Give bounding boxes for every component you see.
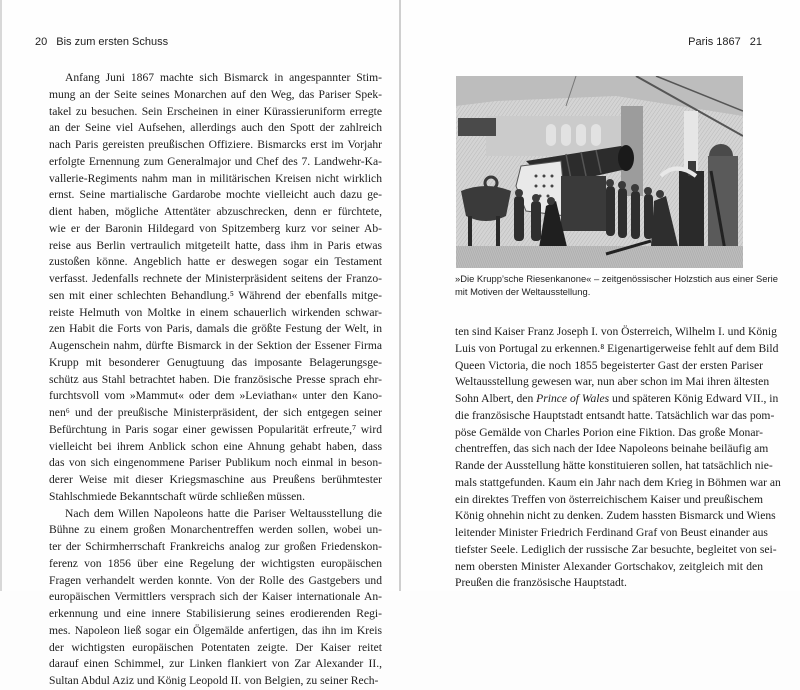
caption-line-1: »Die Krupp’sche Riesenkanone« – zeitgenössischer Holzstich aus einer Serie bbox=[455, 273, 778, 284]
text-line: ernst. Seine martialische Gardarobe mochte vielleicht auch dazu ge- bbox=[49, 188, 382, 202]
text-line: erkennung und eine innere Stabilisierung seines erodierenden Regi- bbox=[49, 607, 382, 620]
text-line: pöse Gemälde von Charles Porion eine Fiktion. Das große Monar- bbox=[455, 425, 763, 439]
text-line: verfasst. Jedenfalls rechnete der Ministerpräsident seitens der Franzo- bbox=[49, 272, 382, 285]
text-line: chentreffen, das sich nach der Idee Napoleons beinahe beiläufig am bbox=[455, 442, 769, 456]
left-body-text bbox=[49, 70, 382, 690]
text-line: nen⁶ und der preußische Ministerpräsident, der sich entgegen seiner bbox=[49, 406, 382, 419]
text-line: Preußen die französische Hauptstadt. bbox=[455, 576, 627, 590]
text-line: sen mit einer schlechten Behandlung.⁵ Während der ebenfalls mitge- bbox=[49, 288, 382, 302]
text-line: mals stattgefunden. Kaum ein Jahr nach dem Krieg in Böhmen war an bbox=[455, 475, 781, 489]
paragraph-3 bbox=[455, 324, 781, 592]
text-line: nem obersten Minister Alexander Gortschakov, zeitgleich mit den bbox=[455, 559, 763, 573]
text-line: darauf einen Schimmel, zur Linken flankiert von Zar Alexander II., bbox=[49, 657, 382, 671]
chapter-title: Bis zum ersten Schuss bbox=[56, 36, 169, 48]
paragraph-2 bbox=[49, 506, 382, 690]
page-number-left: 20 bbox=[35, 36, 48, 48]
text-line: ter der Schirmherrschaft Frankreichs analog zur großen Friedenskon- bbox=[49, 540, 382, 553]
text-line: mung an der Seite seines Monarchen auf den Weg, das Pariser Spek- bbox=[49, 87, 382, 101]
text-line: vielleicht bei ihrem Anblick schon eine Ahnung gehabt haben, dass bbox=[49, 439, 382, 453]
text-line: Queen Victoria, die noch 1855 begeisterter Gast der ersten Pariser bbox=[455, 358, 763, 372]
text-line: Stahlschmiede Bekanntschaft würde schließen müssen. bbox=[49, 489, 305, 503]
caption-line-2: mit Motiven der Weltausstellung. bbox=[455, 285, 591, 297]
left-running-head bbox=[35, 36, 168, 48]
text-line: nach Paris gereisten preußischen Offiziere. Bismarcks erst im Vorjahr bbox=[49, 138, 382, 151]
text-line: zustoßen könne. Angeblich hatte er deswegen sogar ein Testament bbox=[49, 255, 382, 269]
left-page bbox=[0, 0, 399, 687]
text-line: furchtsvoll vom »Mammut« oder dem »Leviathan« unter den Kano- bbox=[49, 389, 382, 403]
text-line: Befürchtung in Paris sogar einer gewissen Popularität erfreute,⁷ wird bbox=[49, 422, 382, 436]
right-body-text bbox=[455, 324, 781, 592]
text-line: Fragen verhandelt werden konnte. Von der Rolle des Gastgebers und bbox=[49, 573, 382, 587]
text-line: ferenz von 1856 über eine Regelung der wichtigsten europäischen bbox=[49, 556, 382, 570]
text-line: der wichtigsten europäischen Potentaten zeigte. Der Kaiser reitet bbox=[49, 640, 382, 654]
paragraph-1 bbox=[49, 70, 382, 506]
text-line: das von sich eingenommene Pariser Publikum noch einmal in beson- bbox=[49, 456, 382, 470]
text-line: die französische Hauptstadt entsandt hatte. Tatsächlich war das pom- bbox=[455, 408, 775, 422]
text-line: Sultan Abdul Aziz und König Leopold II. von Belgien, zu seiner Rech- bbox=[49, 674, 379, 687]
text-line: Luis von Portugal zu erkennen.⁸ Eigenartigerweise fehlt auf dem Bild bbox=[455, 341, 779, 355]
page-number-right: 21 bbox=[749, 36, 762, 48]
figure-caption bbox=[455, 273, 778, 298]
text-line: Bühne zu einem großen Monarchentreffen werden sollen, wobei un- bbox=[49, 523, 382, 537]
section-title: Paris 1867 bbox=[688, 36, 741, 48]
text-line: König ohnehin nicht zu denken. Zudem hassten Bismarck und Wiens bbox=[455, 509, 776, 523]
text-line: Sohn Albert, den Prince of Wales und späteren König Edward VII., in bbox=[455, 392, 779, 405]
text-line: takel zu besuchen. Sein Erscheinen in einer Kürassieruniform erregte bbox=[49, 104, 382, 118]
text-line: Krupp mit besonderer Genugtuung das imposante Belagerungsge- bbox=[49, 355, 382, 369]
text-line: tiefster Seele. Lediglich der russische Zar besuchte, begleitet von sei- bbox=[455, 542, 777, 556]
text-line: Rande der Ausstellung hätte konstituieren sollen, hat tatsächlich nie- bbox=[455, 459, 773, 472]
text-line: an der Seine viel Aufsehen, allerdings auch den Spott der zahlreich bbox=[49, 121, 382, 135]
text-line: reiste Helmuth von Moltke in einem schauerlich wirkenden schwar- bbox=[49, 305, 382, 319]
text-line: zen Habit die Forts von Paris, damals die größte Festung der Welt, in bbox=[49, 322, 382, 336]
text-line: ten sind Kaiser Franz Joseph I. von Österreich, Wilhelm I. und König bbox=[455, 325, 777, 338]
text-line: erfolgte Ernennung zum Generalmajor und Chef des 7. Landwehr-Ka- bbox=[49, 154, 382, 168]
text-line: dient haben, mögliche Attentäter abzuschrecken, denn er fürchtete, bbox=[49, 205, 382, 218]
text-line: derer Weise mit dieser Kriegsmaschine aus Preußens berühmtester bbox=[49, 473, 382, 486]
text-line: vallerie-Regiments nahm man in militärischen Kreisen nicht wirklich bbox=[49, 171, 382, 185]
text-line: schütz aus Stahl betrachtet haben. Die französische Presse sprach ehr- bbox=[49, 372, 382, 386]
krupp-cannon-engraving bbox=[456, 76, 743, 268]
text-line: leitender Minister Friedrich Ferdinand Graf von Beust einander aus bbox=[455, 526, 768, 539]
text-line: mes. Napoleon ließ sogar ein Ölgemälde anfertigen, das ihn im Kreis bbox=[49, 623, 382, 637]
text-line: Nach dem Willen Napoleons hatte die Pariser Weltausstellung die bbox=[65, 506, 382, 520]
engraving-illustration bbox=[456, 76, 743, 268]
text-line: reise aus Berlin vertraulich mitgeteilt hatte, dass ihm in Paris etwas bbox=[49, 238, 382, 252]
text-line: Weltausstellung gewesen war, nun aber schon im Mai ihren ältesten bbox=[455, 375, 770, 389]
text-line: Augenschein nahm, dürfte Bismarck in der Sektion der Essener Firma bbox=[49, 339, 382, 352]
text-line: ein direktes Treffen von österreichischem Kaiser und preußischem bbox=[455, 492, 763, 506]
text-line: europäischen Vermittlers versprach sich der Kaiser internationale An- bbox=[49, 590, 382, 604]
right-running-head bbox=[688, 36, 762, 48]
text-line: Anfang Juni 1867 machte sich Bismarck in angespannter Stim- bbox=[65, 71, 382, 84]
text-line: wie er der Baronin Hildegard von Spitzemberg kurz vor seiner Ab- bbox=[49, 221, 382, 235]
